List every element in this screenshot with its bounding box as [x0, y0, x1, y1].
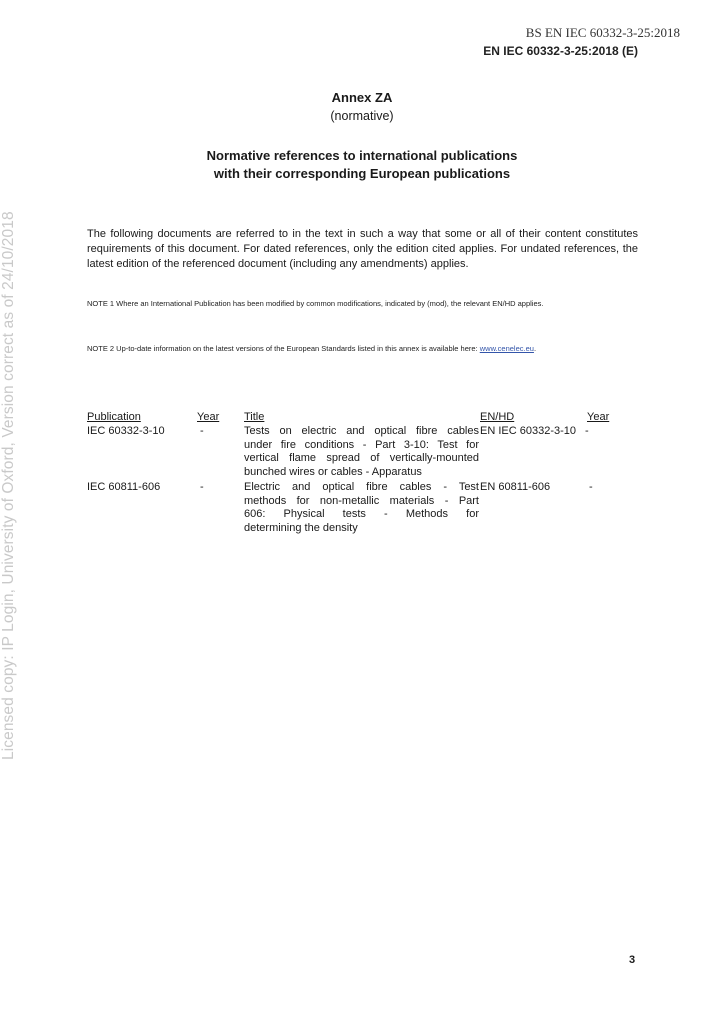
row2-title-line3: 606: Physical tests - Methods for [244, 508, 479, 520]
note-2 [87, 342, 638, 356]
row2-title-line4: determining the density [244, 521, 358, 534]
row2-publication: IEC 60811-606 [87, 481, 161, 493]
row2-enhd: EN 60811-606 [480, 481, 551, 493]
col-header-year: Year [197, 411, 220, 423]
license-watermark: Licensed copy: IP Login, University of Oxford, Version correct as of 24/10/2018 [0, 211, 17, 760]
row1-title-line4: bunched wires or cables - Apparatus [244, 465, 422, 478]
col-header-publication: Publication [87, 411, 141, 423]
annex-heading-line1: Normative references to international publications [206, 148, 518, 163]
row2-title-line2: methods for non-metallic materials - Part [244, 494, 479, 507]
annex-heading [0, 147, 724, 183]
note-2-end: . [533, 344, 537, 353]
row1-year: - [200, 425, 204, 437]
header-standard-bold: EN IEC 60332-3-25:2018 (E) [483, 44, 638, 58]
row1-year2: - [585, 425, 589, 437]
col-header-year2: Year [587, 411, 610, 423]
row1-title-line2: under fire conditions - Part 3-10: Test for [244, 438, 479, 451]
row2-year: - [200, 481, 204, 493]
row2-title [244, 481, 479, 535]
annex-heading-line2: with their corresponding European publications [213, 166, 511, 181]
row1-publication: IEC 60332-3-10 [87, 425, 165, 437]
col-header-enhd: EN/HD [480, 411, 515, 423]
row1-enhd: EN IEC 60332-3-10 [480, 425, 576, 437]
row1-title-line3: vertical flame spread of vertically-mounted [244, 452, 479, 464]
col-header-title: Title [244, 411, 265, 423]
row1-title [244, 425, 479, 479]
page-number: 3 [629, 954, 636, 966]
annex-title: Annex ZA [331, 90, 393, 105]
intro-paragraph: The following documents are referred to in the text in such a way that some or all of their content constitutes requirements of this document. For dated references, only the edition cited applies. For undated references, the latest edition of the referenced document (including any amendments) applies. [87, 228, 638, 270]
note-1: NOTE 1 Where an International Publication has been modified by common modifications, indicated by (mod), the relevant EN/HD applies. [87, 299, 544, 308]
annex-subtitle: (normative) [330, 109, 394, 123]
row1-title-line1: Tests on electric and optical fibre cables [244, 425, 479, 437]
cenelec-link[interactable]: www.cenelec.eu [479, 344, 534, 353]
row2-year2: - [589, 481, 593, 493]
note-2-text: NOTE 2 Up-to-date information on the latest versions of the European Standards listed in this annex is available here: [87, 344, 478, 353]
row2-title-line1: Electric and optical fibre cables - Test [244, 481, 479, 493]
header-standard-serif: BS EN IEC 60332-3-25:2018 [525, 25, 680, 40]
